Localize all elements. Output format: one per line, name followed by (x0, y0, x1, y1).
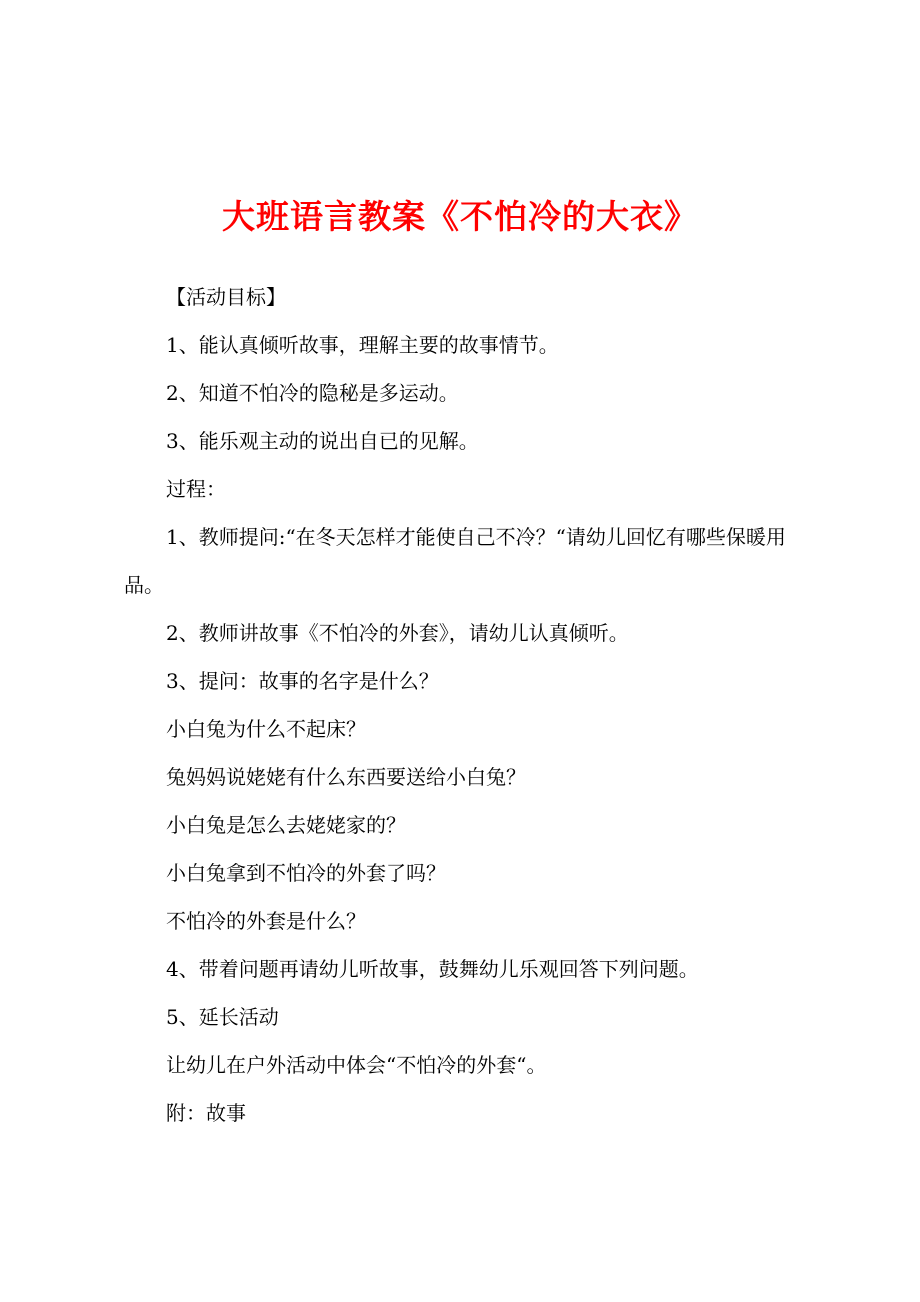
question-3: 小白兔是怎么去姥姥家的？ (166, 813, 406, 837)
appendix-story-heading: 附：故事 (166, 1101, 246, 1125)
question-1: 小白兔为什么不起床？ (166, 717, 366, 741)
question-2: 兔妈妈说姥姥有什么东西要送给小白兔？ (166, 765, 526, 789)
goal-item-3: 3、能乐观主动的说出自已的见解。 (166, 429, 479, 453)
section-heading-process: 过程： (166, 477, 226, 501)
process-step-4: 4、带着问题再请幼儿听故事，鼓舞幼儿乐观回答下列问题。 (166, 957, 699, 981)
section-heading-goals: 【活动目标】 (166, 285, 286, 309)
document-body (0, 273, 920, 1137)
question-5: 不怕冷的外套是什么？ (166, 909, 366, 933)
process-step-3: 3、提问：故事的名字是什么？ (166, 669, 439, 693)
goal-item-1: 1、能认真倾听故事，理解主要的故事情节。 (166, 333, 559, 357)
question-4: 小白兔拿到不怕冷的外套了吗？ (166, 861, 446, 885)
document-title: 大班语言教案《不怕冷的大衣》 (222, 197, 698, 236)
process-step-2: 2、教师讲故事《不怕冷的外套》，请幼儿认真倾听。 (166, 621, 629, 645)
process-step-1: 1、教师提问:“在冬天怎样才能使自己不冷？“请幼儿回忆有哪些保暖用品。 (124, 525, 786, 597)
process-step-5: 5、延长活动 (166, 1005, 279, 1029)
extension-activity: 让幼儿在户外活动中体会“不怕冷的外套“。 (166, 1053, 547, 1077)
goal-item-2: 2、知道不怕冷的隐秘是多运动。 (166, 381, 459, 405)
